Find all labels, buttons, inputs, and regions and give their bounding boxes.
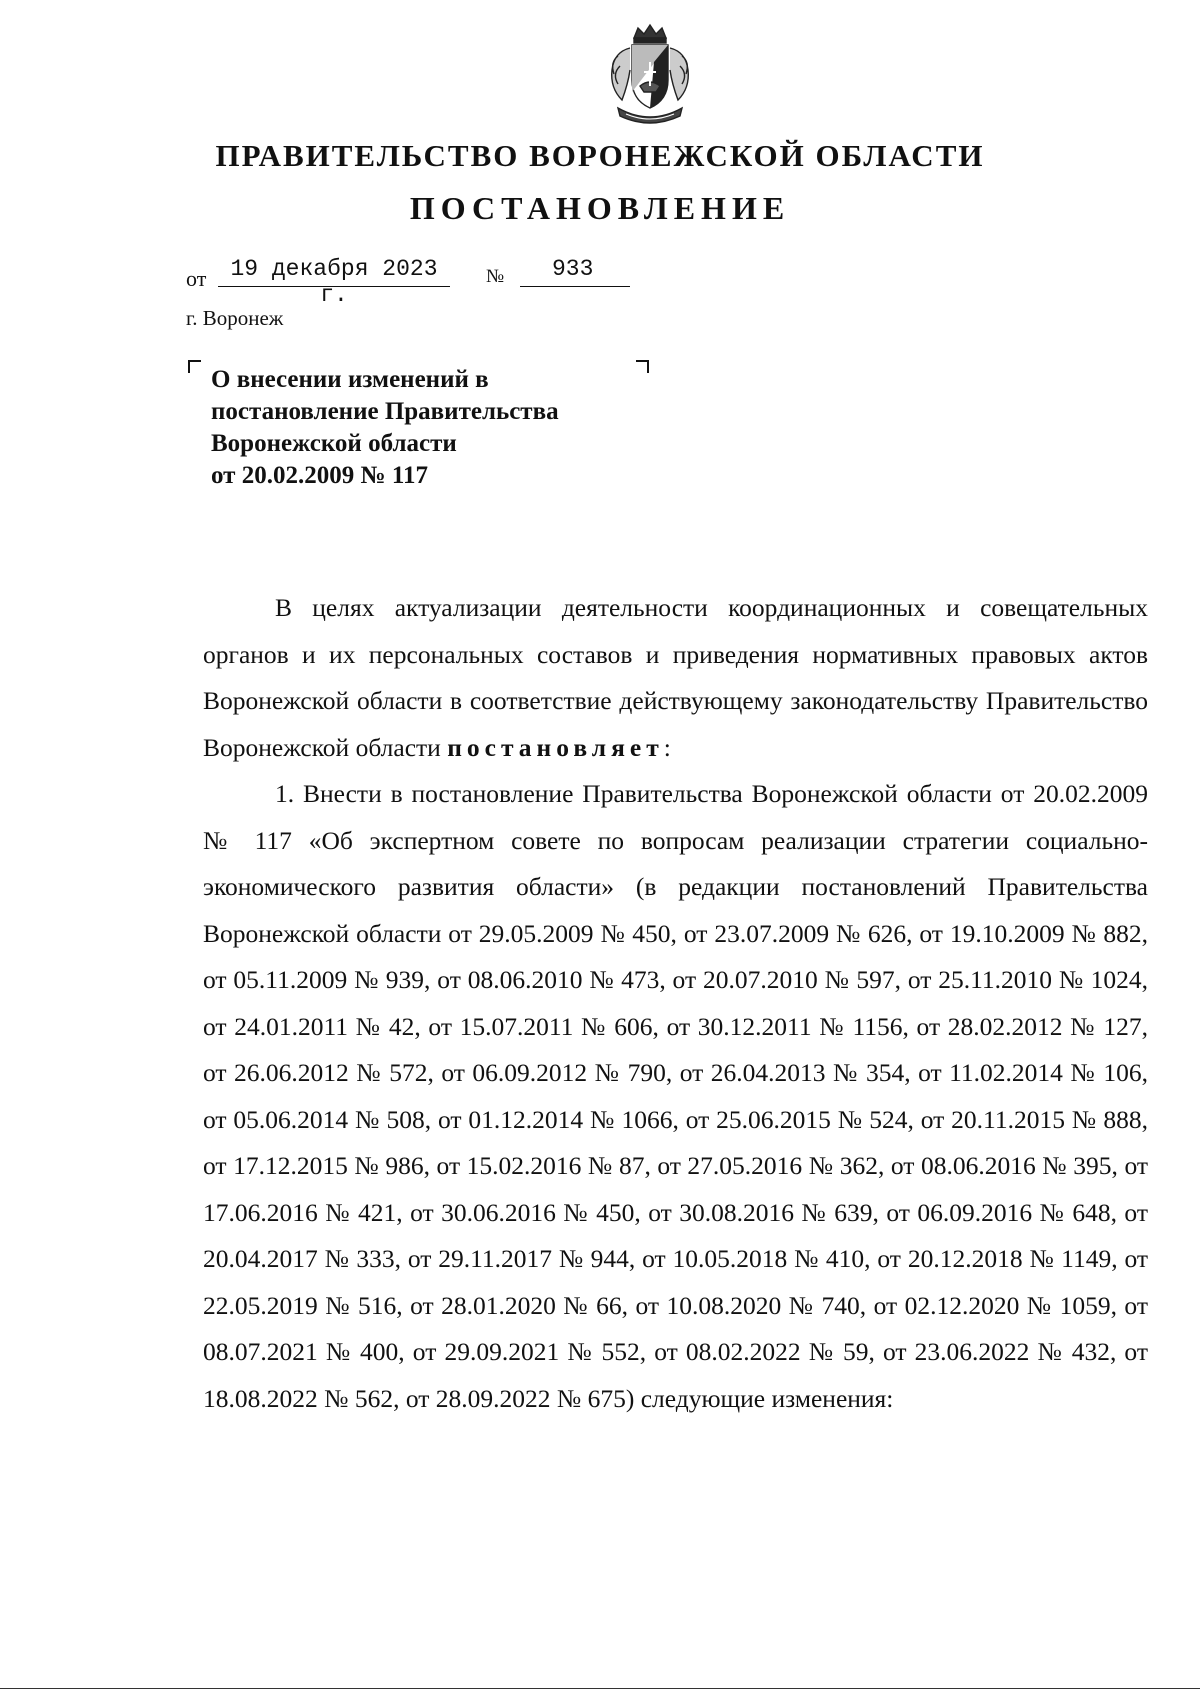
document-subject	[211, 364, 641, 492]
document-number: 933	[520, 256, 630, 287]
city: г. Воронеж	[186, 306, 284, 330]
coat-of-arms-icon	[600, 22, 700, 130]
preamble-text: В целях актуализации деятельности координационных и совещательных органов и их персональных составов и приведения нормативных правовых актов Воронежской области в соответствие действующему законодательству Правительство Воронежской области	[203, 593, 1148, 762]
document-type-title: ПОСТАНОВЛЕНИЕ	[409, 190, 791, 226]
preamble-paragraph	[203, 585, 1148, 771]
subject-line: О внесении изменений в	[211, 366, 489, 393]
subject-line: постановление Правительства	[211, 398, 559, 425]
resolves-colon: :	[663, 732, 671, 762]
document-date: 19 декабря 2023 г.	[218, 256, 450, 287]
number-sign: №	[486, 266, 505, 287]
page-bottom-rule	[0, 1688, 1200, 1689]
document-body	[203, 585, 1148, 1422]
resolves-word: постановляет	[447, 732, 664, 762]
subject-line: Воронежской области	[211, 430, 457, 457]
subject-line: от 20.02.2009 № 117	[211, 462, 428, 489]
subject-bracket-left	[188, 360, 201, 373]
date-prefix: от	[186, 266, 207, 291]
organization-title: ПРАВИТЕЛЬСТВО ВОРОНЕЖСКОЙ ОБЛАСТИ	[215, 138, 985, 173]
date-number-line	[186, 250, 646, 308]
item-1-paragraph: 1. Внести в постановление Правительства Воронежской области от 20.02.2009 № 117 «Об экспертном совете по вопросам реализации стратегии социально-экономического развития области» (в редакции постановлений Правительства Воронежской области от 29.05.2009 № 450, от 23.07.2009 № 626, от 19.10.2009 № 882, от 05.11.2009 № 939, от 08.06.2010 № 473, от 20.07.2010 № 597, от 25.11.2010 № 1024, от 24.01.2011 № 42, от 15.07.2011 № 606, от 30.12.2011 № 1156, от 28.02.2012 № 127, от 26.06.2012 № 572, от 06.09.2012 № 790, от 26.04.2013 № 354, от 11.02.2014 № 106, от 05.06.2014 № 508, от 01.12.2014 № 1066, от 25.06.2015 № 524, от 20.11.2015 № 888, от 17.12.2015 № 986, от 15.02.2016 № 87, от 27.05.2016 № 362, от 08.06.2016 № 395, от 17.06.2016 № 421, от 30.06.2016 № 450, от 30.08.2016 № 639, от 06.09.2016 № 648, от 20.04.2017 № 333, от 29.11.2017 № 944, от 10.05.2018 № 410, от 20.12.2018 № 1149, от 22.05.2019 № 516, от 28.01.2020 № 66, от 10.08.2020 № 740, от 02.12.2020 № 1059, от 08.07.2021 № 400, от 29.09.2021 № 552, от 08.02.2022 № 59, от 23.06.2022 № 432, от 18.08.2022 № 562, от 28.09.2022 № 675) следующие изменения:	[203, 779, 1148, 1413]
